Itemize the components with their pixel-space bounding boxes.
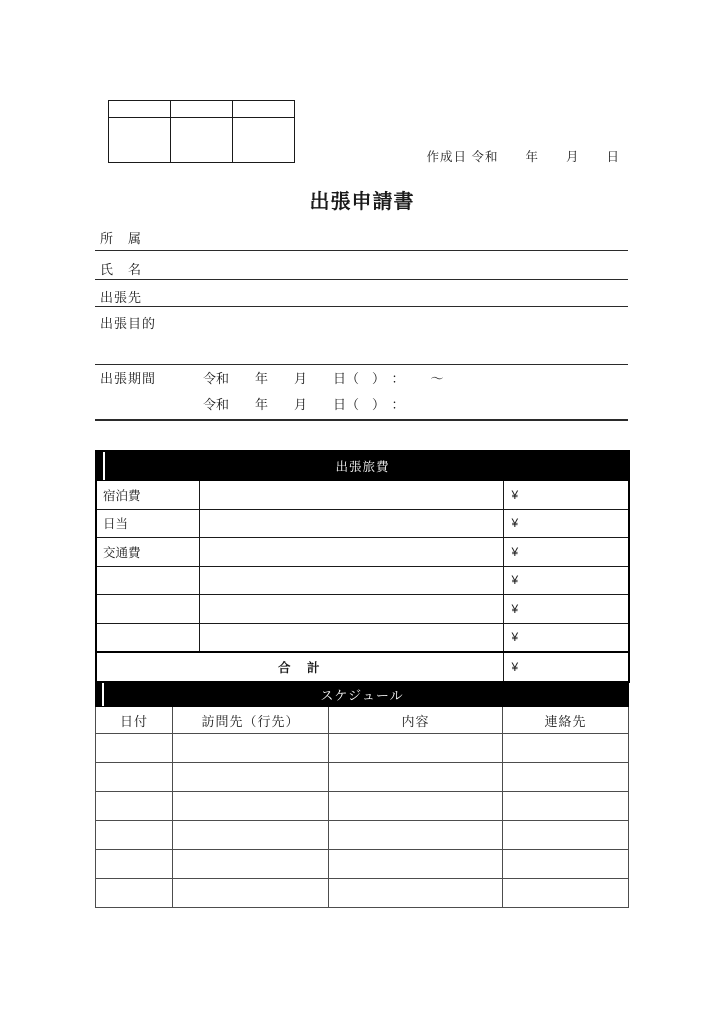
trip-period-end-date: 令和 年 月 日（ ） ： xyxy=(203,397,405,412)
field-row-purpose xyxy=(95,307,628,365)
purpose-label: 出張目的 xyxy=(100,316,157,331)
schedule-cell xyxy=(329,879,503,908)
schedule-header-contact: 連絡先 xyxy=(503,707,629,734)
schedule-cell xyxy=(173,850,329,879)
schedule-cell xyxy=(329,821,503,850)
schedule-header-date: 日付 xyxy=(96,707,173,734)
schedule-cell xyxy=(503,763,629,792)
schedule-cell xyxy=(503,734,629,763)
schedule-cell xyxy=(173,763,329,792)
table-row xyxy=(96,879,629,908)
expense-amount-cell: ¥ xyxy=(503,623,629,652)
department-label: 所 属 xyxy=(100,231,143,246)
field-row-destination xyxy=(95,280,628,307)
table-row xyxy=(96,734,629,763)
expense-total-amount-cell: ¥ xyxy=(503,652,629,682)
tilde-separator: ～ xyxy=(430,371,444,386)
schedule-cell xyxy=(503,792,629,821)
table-row xyxy=(96,763,629,792)
destination-label: 出張先 xyxy=(100,290,143,305)
schedule-column-header-row xyxy=(96,707,629,734)
schedule-header-content: 内容 xyxy=(329,707,503,734)
stamp-cell xyxy=(109,118,171,163)
schedule-cell xyxy=(96,734,173,763)
trip-period-start-date: 令和 年 月 日（ ） ： xyxy=(203,371,405,386)
expense-amount-cell: ¥ xyxy=(503,566,629,595)
expense-total-label: 合 計 xyxy=(96,652,503,682)
schedule-cell xyxy=(503,821,629,850)
expense-amount-cell: ¥ xyxy=(503,538,629,567)
schedule-cell xyxy=(503,879,629,908)
expense-detail-cell xyxy=(199,595,503,624)
trip-period-start-row xyxy=(95,368,628,394)
expense-amount-cell: ¥ xyxy=(503,595,629,624)
schedule-cell xyxy=(173,792,329,821)
schedule-cell xyxy=(329,792,503,821)
schedule-cell xyxy=(329,763,503,792)
expense-label-cell xyxy=(96,623,199,652)
table-row xyxy=(96,792,629,821)
created-date-line: 作成日 令和 年 月 日 xyxy=(426,150,620,164)
expense-table-title: 出張旅費 xyxy=(96,451,629,481)
stamp-title-cell xyxy=(109,101,171,118)
trip-period-label: 出張期間 xyxy=(100,371,157,386)
stamp-title-cell xyxy=(233,101,295,118)
schedule-table xyxy=(95,682,629,908)
applicant-fields xyxy=(95,228,628,365)
page-title: 出張申請書 xyxy=(309,191,415,213)
approval-stamp-box xyxy=(108,100,295,163)
trip-period-section xyxy=(95,368,628,421)
schedule-table-header-row xyxy=(96,683,629,707)
expense-label-cell: 日当 xyxy=(96,509,199,538)
stamp-title-cell xyxy=(171,101,233,118)
stamp-cell xyxy=(233,118,295,163)
stamp-cell xyxy=(171,118,233,163)
table-row xyxy=(96,623,629,652)
schedule-cell xyxy=(173,734,329,763)
table-row xyxy=(96,850,629,879)
schedule-cell xyxy=(96,821,173,850)
schedule-table-title: スケジュール xyxy=(96,683,629,707)
expense-detail-cell xyxy=(199,509,503,538)
expense-label-cell xyxy=(96,566,199,595)
expense-total-row xyxy=(96,652,629,682)
table-row xyxy=(96,481,629,510)
schedule-cell xyxy=(96,763,173,792)
expense-detail-cell xyxy=(199,566,503,595)
expense-label-cell xyxy=(96,595,199,624)
schedule-header-destination: 訪問先（行先） xyxy=(173,707,329,734)
expense-label-cell: 交通費 xyxy=(96,538,199,567)
table-row xyxy=(96,566,629,595)
trip-period-end-row xyxy=(95,394,628,420)
schedule-cell xyxy=(329,850,503,879)
schedule-cell xyxy=(329,734,503,763)
table-row xyxy=(96,509,629,538)
travel-expense-table xyxy=(95,450,630,683)
expense-detail-cell xyxy=(199,623,503,652)
schedule-cell xyxy=(173,879,329,908)
schedule-cell xyxy=(96,792,173,821)
expense-table-header-row xyxy=(96,451,629,481)
table-row xyxy=(96,595,629,624)
schedule-cell xyxy=(96,850,173,879)
schedule-cell xyxy=(96,879,173,908)
expense-detail-cell xyxy=(199,481,503,510)
schedule-cell xyxy=(173,821,329,850)
expense-detail-cell xyxy=(199,538,503,567)
field-row-name xyxy=(95,251,628,280)
field-row-department xyxy=(95,228,628,251)
table-row xyxy=(96,821,629,850)
name-label: 氏 名 xyxy=(100,262,143,277)
expense-amount-cell: ¥ xyxy=(503,481,629,510)
expense-amount-cell: ¥ xyxy=(503,509,629,538)
schedule-cell xyxy=(503,850,629,879)
expense-label-cell: 宿泊費 xyxy=(96,481,199,510)
table-row xyxy=(96,538,629,567)
